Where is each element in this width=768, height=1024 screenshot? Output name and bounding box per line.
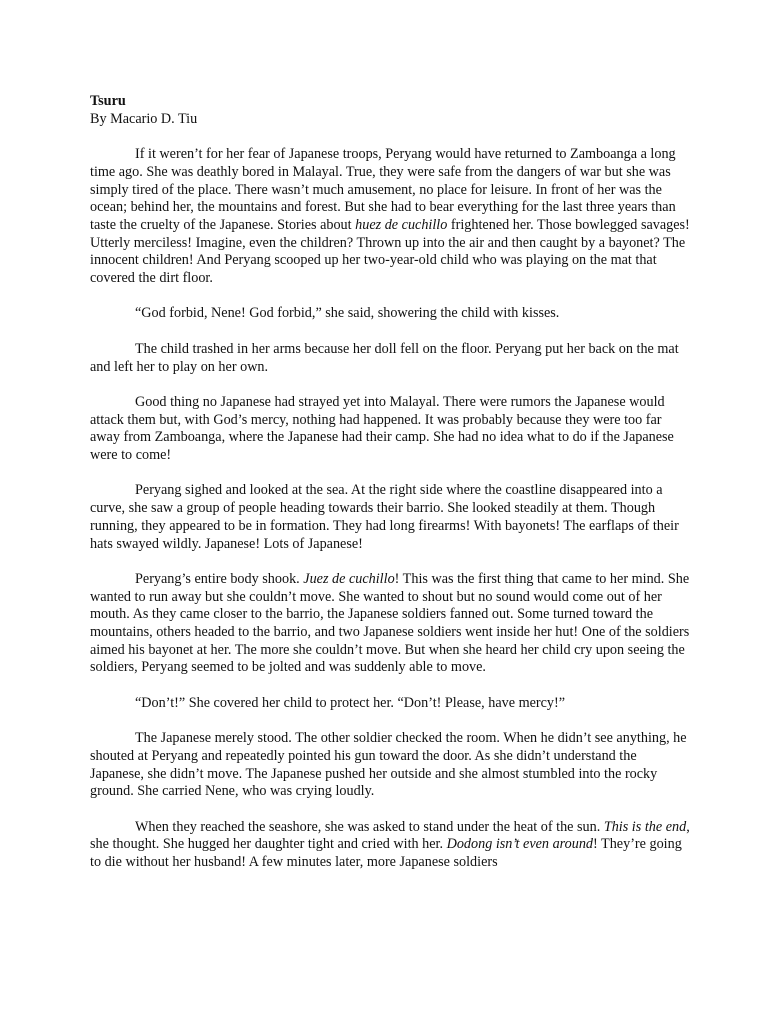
paragraph-text: The child trashed in her arms because her doll fell on the floor. Peryang put her back on the mat and left her to play on her own. [90,340,679,375]
paragraph [90,730,690,801]
paragraph-text: ! This was the first thing that came to her mind. She wanted to run away but she couldn’t move. She wanted to shout but no sound would come out of her mouth. As they came closer to the barrio, the Japanese soldiers fanned out. Some turned toward the mountains, others headed to the barrio, and two Japanese soldiers went inside her hut! One of the soldiers aimed his bayonet at her. The more she couldn’t move. But when she heard her child cry upon seeing the soldiers, Peryang seemed to be jolted and was suddenly able to move. [90,570,690,676]
paragraph [90,571,690,677]
paragraph [90,394,690,465]
paragraph-text: Peryang sighed and looked at the sea. At the right side where the coastline disappeared into a curve, she saw a group of people heading towards their barrio. She looked steadily at them. Though running, they appeared to be in formation. They had long firearms! With bayonets! The earflaps of their hats swayed wildly. Japanese! Lots of Japanese! [90,482,679,552]
paragraph [90,695,690,713]
italic-text: Dodong isn’t even around [446,836,594,853]
paragraph [90,305,690,323]
paragraph-text: frightened her. Those bowlegged savages! Utterly merciless! Imagine, even the children? Thrown up into the air and then caught by a bayonet? The innocent children! And Peryang scooped up her two-year-old child who was playing on the mat that covered the dirt floor. [90,216,690,287]
italic-text: Juez de cuchillo [303,570,395,587]
paragraph-text: , she thought. She hugged her daughter tight and cried with her. [90,818,690,853]
paragraph-text: “Don’t!” She covered her child to protect her. “Don’t! Please, have mercy!” [135,694,566,711]
paragraph-text: Peryang’s entire body shook. [135,570,304,587]
paragraph-text: “God forbid, Nene! God forbid,” she said, showering the child with kisses. [135,305,560,322]
document-page [90,93,690,889]
italic-text: huez de cuchillo [355,216,448,233]
paragraph-text: Good thing no Japanese had strayed yet into Malayal. There were rumors the Japanese would attack them but, with God’s mercy, nothing had happened. It was probably because they were too far away from Zamboanga, where the Japanese had their camp. She had no idea what to do if the Japanese were to come! [90,393,674,463]
paragraph-text: The Japanese merely stood. The other soldier checked the room. When he didn’t see anything, he shouted at Peryang and repeatedly pointed his gun toward the door. As she didn’t understand the Japanese, she didn’t move. The Japanese pushed her outside and she almost stumbled into the rocky ground. She carried Nene, who was crying loudly. [90,730,687,800]
story-author: By Macario D. Tiu [90,110,198,127]
paragraph-text: ! They’re going to die without her husband! A few minutes later, more Japanese soldiers [90,836,682,871]
story-title: Tsuru [90,93,126,109]
paragraph [90,146,690,288]
paragraph-text: When they reached the seashore, she was asked to stand under the heat of the sun. [135,818,604,835]
paragraph [90,482,690,553]
paragraph-text: If it weren’t for her fear of Japanese troops, Peryang would have returned to Zamboanga a long time ago. She was deathly bored in Malayal. True, they were safe from the dangers of war but she was simply tired of the place. There wasn’t much amusement, no place for leisure. In front of her was the ocean; behind her, the mountains and forest. But she had to bear everything for the last three years than taste the cruelty of the Japanese. Stories about [90,146,676,233]
paragraph [90,341,690,376]
story-body [90,146,690,872]
paragraph [90,819,690,872]
italic-text: This is the end [603,818,687,835]
